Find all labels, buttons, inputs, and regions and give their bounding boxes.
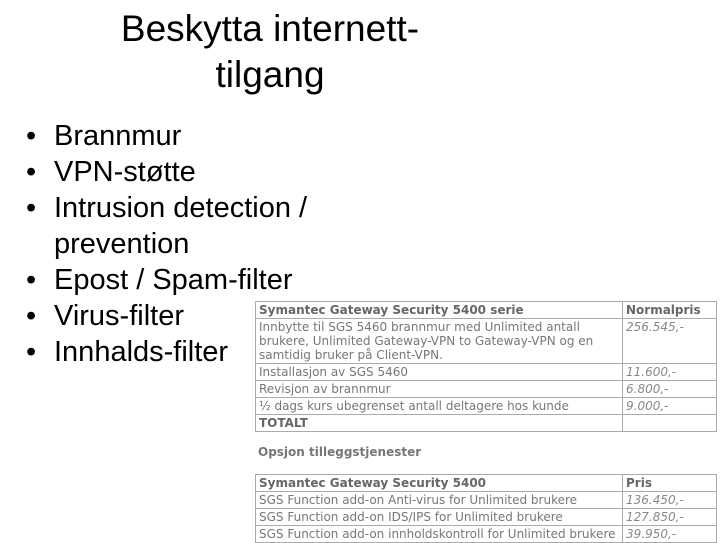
option-cell-price: 127.850,-	[623, 509, 717, 526]
table-row	[256, 398, 717, 415]
bullet-list	[24, 118, 384, 370]
table-cell-price: 256.545,-	[623, 319, 717, 364]
option-table-row	[256, 492, 717, 509]
table-cell-label: ½ dags kurs ubegrenset antall deltagere hos kunde	[256, 398, 623, 415]
option-section-heading: Opsjon tilleggstjenester	[258, 445, 422, 459]
bullet-dot-icon: •	[26, 156, 37, 188]
bullet-dot-icon: •	[26, 336, 37, 368]
bullet-item	[24, 334, 384, 370]
table-header-price: Normalpris	[623, 302, 717, 319]
option-cell-label: SGS Function add-on Anti-virus for Unlimited brukere	[256, 492, 623, 509]
table-row	[256, 381, 717, 398]
slide-title	[60, 6, 480, 98]
option-table-row	[256, 509, 717, 526]
slide-title-line-2: tilgang	[215, 54, 325, 95]
option-cell-price: 136.450,-	[623, 492, 717, 509]
table-cell-label: Installasjon av SGS 5460	[256, 364, 623, 381]
bullet-dot-icon: •	[26, 264, 37, 296]
option-cell-price: 39.950,-	[623, 526, 717, 543]
table-cell-price: 11.600,-	[623, 364, 717, 381]
bullet-dot-icon: •	[26, 192, 37, 224]
option-table-header-row	[256, 475, 717, 492]
bullet-item	[24, 154, 384, 190]
bullet-item	[24, 118, 384, 154]
bullet-text: Virus-filter	[54, 300, 184, 332]
option-cell-label: SGS Function add-on IDS/IPS for Unlimited brukere	[256, 509, 623, 526]
bullet-text: Innhalds-filter	[54, 336, 229, 368]
table-total-row	[256, 415, 717, 432]
bullet-item	[24, 190, 384, 262]
table-header-label: Symantec Gateway Security 5400 serie	[256, 302, 623, 319]
bullet-item	[24, 298, 384, 334]
table-cell-label: Innbytte til SGS 5460 brannmur med Unlimited antall brukere, Unlimited Gateway-VPN to Gateway-VPN og en samtidig bruker på Client-VPN.	[256, 319, 623, 364]
bullet-text: Epost / Spam-filter	[54, 264, 293, 296]
slide-title-line-1: Beskytta internett-	[120, 8, 420, 49]
table-cell-price: 9.000,-	[623, 398, 717, 415]
bullet-dot-icon: •	[26, 120, 37, 152]
table-total-label: TOTALT	[256, 415, 623, 432]
table-cell-price: 6.800,-	[623, 381, 717, 398]
bullet-text: Intrusion detection / prevention	[54, 192, 308, 260]
option-header-label: Symantec Gateway Security 5400	[256, 475, 623, 492]
option-cell-label: SGS Function add-on innholdskontroll for Unlimited brukere	[256, 526, 623, 543]
option-header-price: Pris	[623, 475, 717, 492]
bullet-item	[24, 262, 384, 298]
bullet-dot-icon: •	[26, 300, 37, 332]
table-total-price	[623, 415, 717, 432]
bullet-text: Brannmur	[54, 120, 182, 152]
bullet-text: VPN-støtte	[54, 156, 196, 188]
table-cell-label: Revisjon av brannmur	[256, 381, 623, 398]
option-price-table	[255, 474, 717, 543]
